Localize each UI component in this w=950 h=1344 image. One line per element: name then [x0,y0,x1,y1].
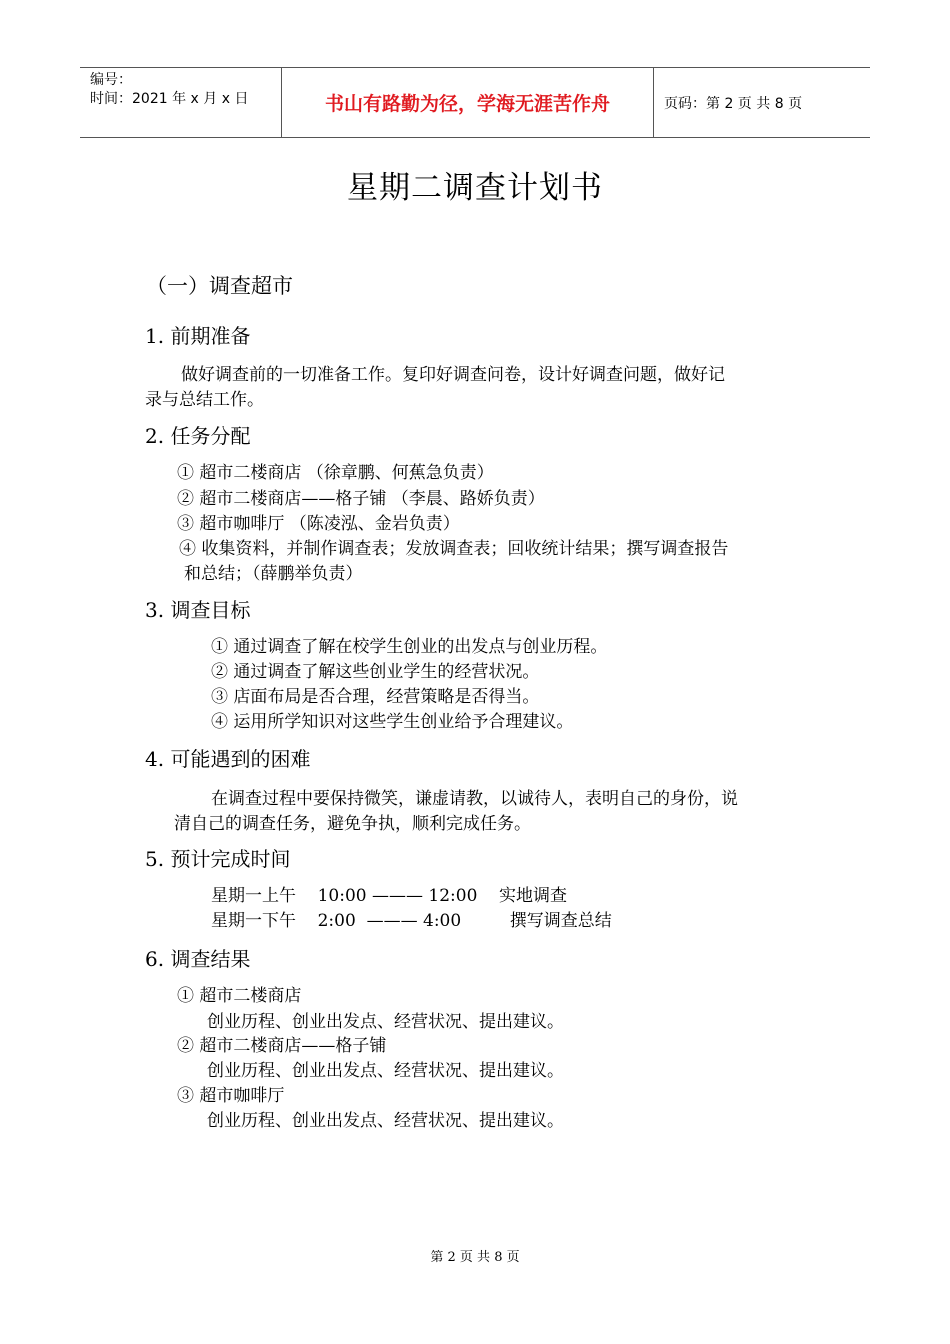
difficulties-paragraph-line-2: 清自己的调查任务，避免争执，顺利完成任务。 [174,814,531,834]
heading-results: 6. 调查结果 [145,947,251,971]
result-item: ② 超市二楼商店——格子铺 [177,1036,387,1056]
header-page-number: 页码：第 2 页 共 8 页 [664,95,803,112]
heading-task-assignment: 2. 任务分配 [145,424,251,448]
heading-preparation: 1. 前期准备 [145,324,251,348]
result-item: ③ 超市咖啡厅 [177,1086,285,1106]
goal-item: ④ 运用所学知识对这些学生创业给予合理建议。 [211,712,574,732]
result-item: ① 超市二楼商店 [177,986,302,1006]
goal-item: ③ 店面布局是否合理，经营策略是否得当。 [211,687,540,707]
task-item: ③ 超市咖啡厅 （陈凌泓、金岩负责） [177,514,460,534]
task-item: ① 超市二楼商店 （徐章鹏、何蕉急负责） [177,463,494,483]
result-detail: 创业历程、创业出发点、经营状况、提出建议。 [207,1012,564,1032]
page-header [80,67,870,138]
preparation-paragraph-line-1: 做好调查前的一切准备工作。复印好调查问卷，设计好调查问题，做好记 [181,365,725,385]
date-label: 时间：2021 年 x 月 x 日 [90,91,249,107]
document-title: 星期二调查计划书 [347,170,603,206]
schedule-row: 星期一上午 10:00 ——— 12:00 实地调查 [211,886,568,906]
goal-item: ① 通过调查了解在校学生创业的出发点与创业历程。 [211,637,608,657]
heading-difficulties: 4. 可能遇到的困难 [145,747,311,771]
preparation-paragraph-line-2: 录与总结工作。 [145,390,264,410]
section-title: （一）调查超市 [146,274,293,298]
heading-schedule: 5. 预计完成时间 [145,847,291,871]
schedule-row: 星期一下午 2:00 ——— 4:00 撰写调查总结 [211,911,612,931]
goal-item: ② 通过调查了解这些创业学生的经营状况。 [211,662,540,682]
header-motto: 书山有路勤为径，学海无涯苦作舟 [282,68,654,137]
serial-number-label: 编号： [90,72,132,88]
heading-survey-goals: 3. 调查目标 [145,598,251,622]
result-detail: 创业历程、创业出发点、经营状况、提出建议。 [207,1111,564,1131]
task-item: ② 超市二楼商店——格子铺 （李晨、路娇负责） [177,489,545,509]
page-footer: 第 2 页 共 8 页 [430,1250,520,1265]
result-detail: 创业历程、创业出发点、经营状况、提出建议。 [207,1061,564,1081]
task-item-continuation: 和总结；（薛鹏举负责） [184,564,363,584]
task-item: ④ 收集资料，并制作调查表；发放调查表；回收统计结果；撰写调查报告 [179,539,729,559]
difficulties-paragraph-line-1: 在调查过程中要保持微笑，谦虚请教，以诚待人，表明自己的身份，说 [211,789,738,809]
header-meta-cell [80,68,282,137]
